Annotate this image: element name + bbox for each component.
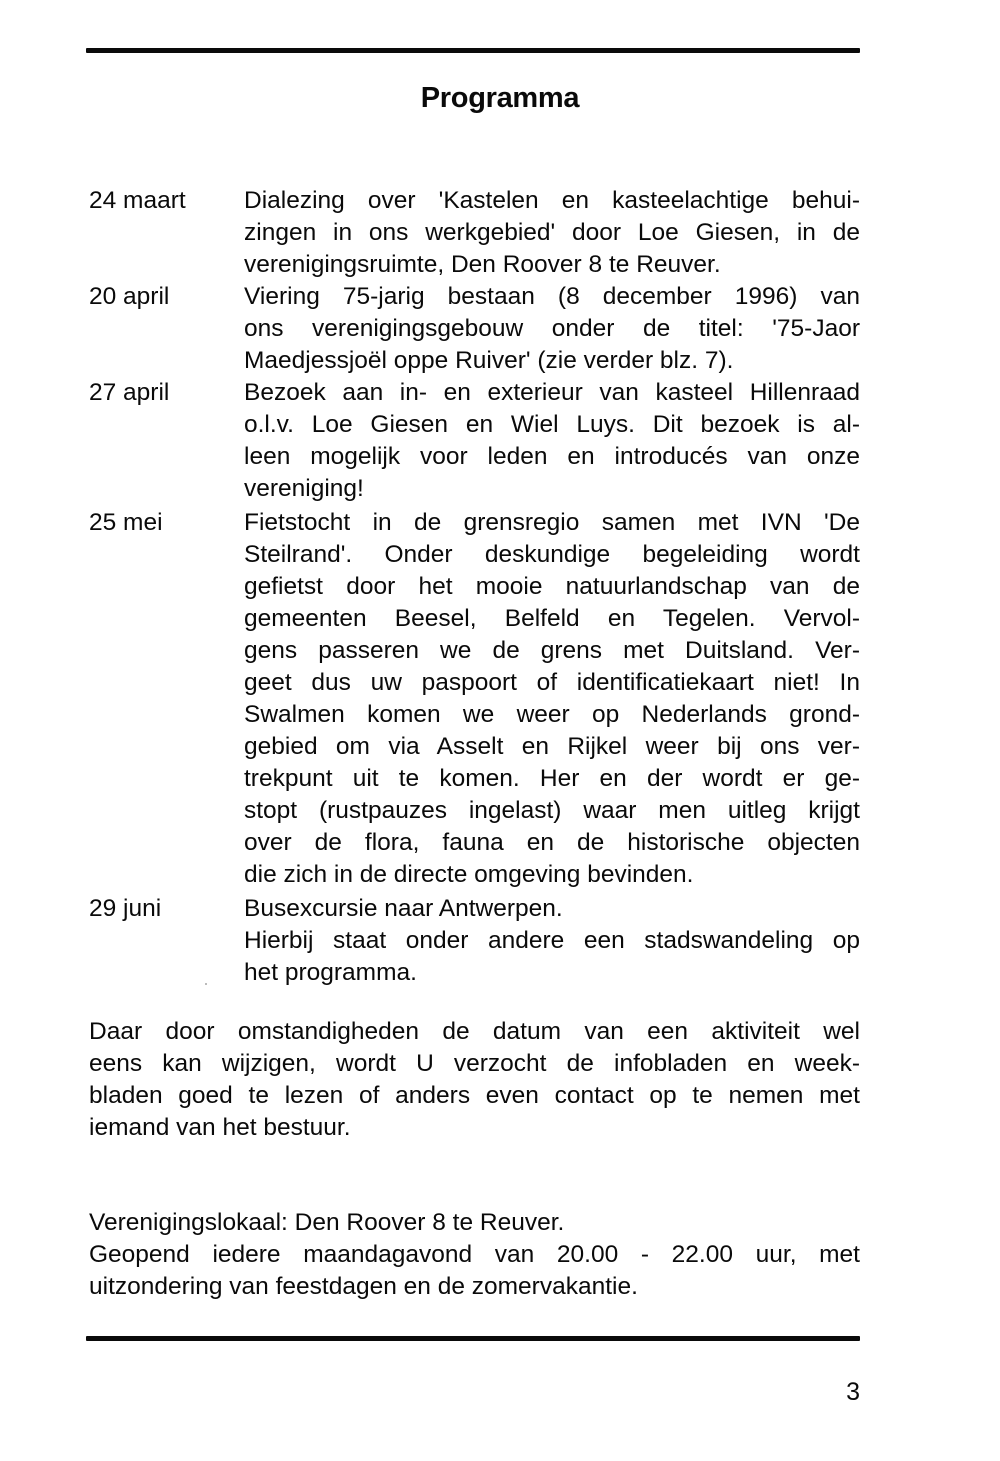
venue-line: uitzondering van feestdagen en de zomervakantie. <box>89 1273 638 1300</box>
entry-text-line: gemeenten Beesel, Belfeld en Tegelen. Vervol- <box>244 605 860 632</box>
entry-text-line: Dialezing over 'Kastelen en kasteelachtige behui- <box>244 187 860 214</box>
entry-text-line: gefietst door het mooie natuurlandschap van de <box>244 573 860 600</box>
entry-text-line: die zich in de directe omgeving bevinden. <box>244 861 694 888</box>
entry-text-line: Maedjessjoël oppe Ruiver' (zie verder blz. 7). <box>244 347 734 374</box>
entry-text-line: stopt (rustpauzes ingelast) waar men uitleg krijgt <box>244 797 860 824</box>
entry-text-line: Busexcursie naar Antwerpen. <box>244 895 563 922</box>
scan-speck <box>205 983 207 985</box>
entry-text-line: over de flora, fauna en de historische objecten <box>244 829 860 856</box>
entry-text-line: Fietstocht in de grensregio samen met IVN 'De <box>244 509 860 536</box>
entry-date: 25 mei <box>89 509 163 536</box>
venue-line: Geopend iedere maandagavond van 20.00 - 22.00 uur, met <box>89 1241 860 1268</box>
entry-text-line: vereniging! <box>244 475 364 502</box>
entry-text-line: ons verenigingsgebouw onder de titel: '75-Jaor <box>244 315 860 342</box>
venue-line: Verenigingslokaal: Den Roover 8 te Reuver. <box>89 1209 565 1236</box>
page-title: Programma <box>420 82 580 114</box>
entry-text-line: Swalmen komen we weer op Nederlands grond- <box>244 701 860 728</box>
notice-line: Daar door omstandigheden de datum van een aktiviteit wel <box>89 1018 860 1045</box>
entry-text-line: het programma. <box>244 959 417 986</box>
entry-text-line: trekpunt uit te komen. Her en der wordt er ge- <box>244 765 860 792</box>
entry-text-line: o.l.v. Loe Giesen en Wiel Luys. Dit bezoek is al- <box>244 411 860 438</box>
entry-date: 27 april <box>89 379 170 406</box>
bottom-rule <box>86 1336 860 1341</box>
entry-date: 29 juni <box>89 895 162 922</box>
notice-line: iemand van het bestuur. <box>89 1114 351 1141</box>
entry-text-line: Steilrand'. Onder deskundige begeleiding wordt <box>244 541 860 568</box>
entry-text-line: geet dus uw paspoort of identificatiekaart niet! In <box>244 669 860 696</box>
entry-date: 20 april <box>89 283 170 310</box>
notice-line: eens kan wijzigen, wordt U verzocht de infobladen en week- <box>89 1050 860 1077</box>
notice-line: bladen goed te lezen of anders even contact op te nemen met <box>89 1082 860 1109</box>
entry-text-line: leen mogelijk voor leden en introducés van onze <box>244 443 860 470</box>
entry-text-line: gens passeren we de grens met Duitsland. Ver- <box>244 637 860 664</box>
entry-text-line: Bezoek aan in- en exterieur van kasteel Hillenraad <box>244 379 860 406</box>
entry-text-line: Hierbij staat onder andere een stadswandeling op <box>244 927 860 954</box>
entry-text-line: verenigingsruimte, Den Roover 8 te Reuver. <box>244 251 721 278</box>
entry-text-line: gebied om via Asselt en Rijkel weer bij ons ver- <box>244 733 860 760</box>
page-number: 3 <box>846 1378 860 1406</box>
top-rule <box>86 48 860 53</box>
entry-date: 24 maart <box>89 187 186 214</box>
entry-text-line: zingen in ons werkgebied' door Loe Giesen, in de <box>244 219 860 246</box>
entry-text-line: Viering 75-jarig bestaan (8 december 1996) van <box>244 283 860 310</box>
